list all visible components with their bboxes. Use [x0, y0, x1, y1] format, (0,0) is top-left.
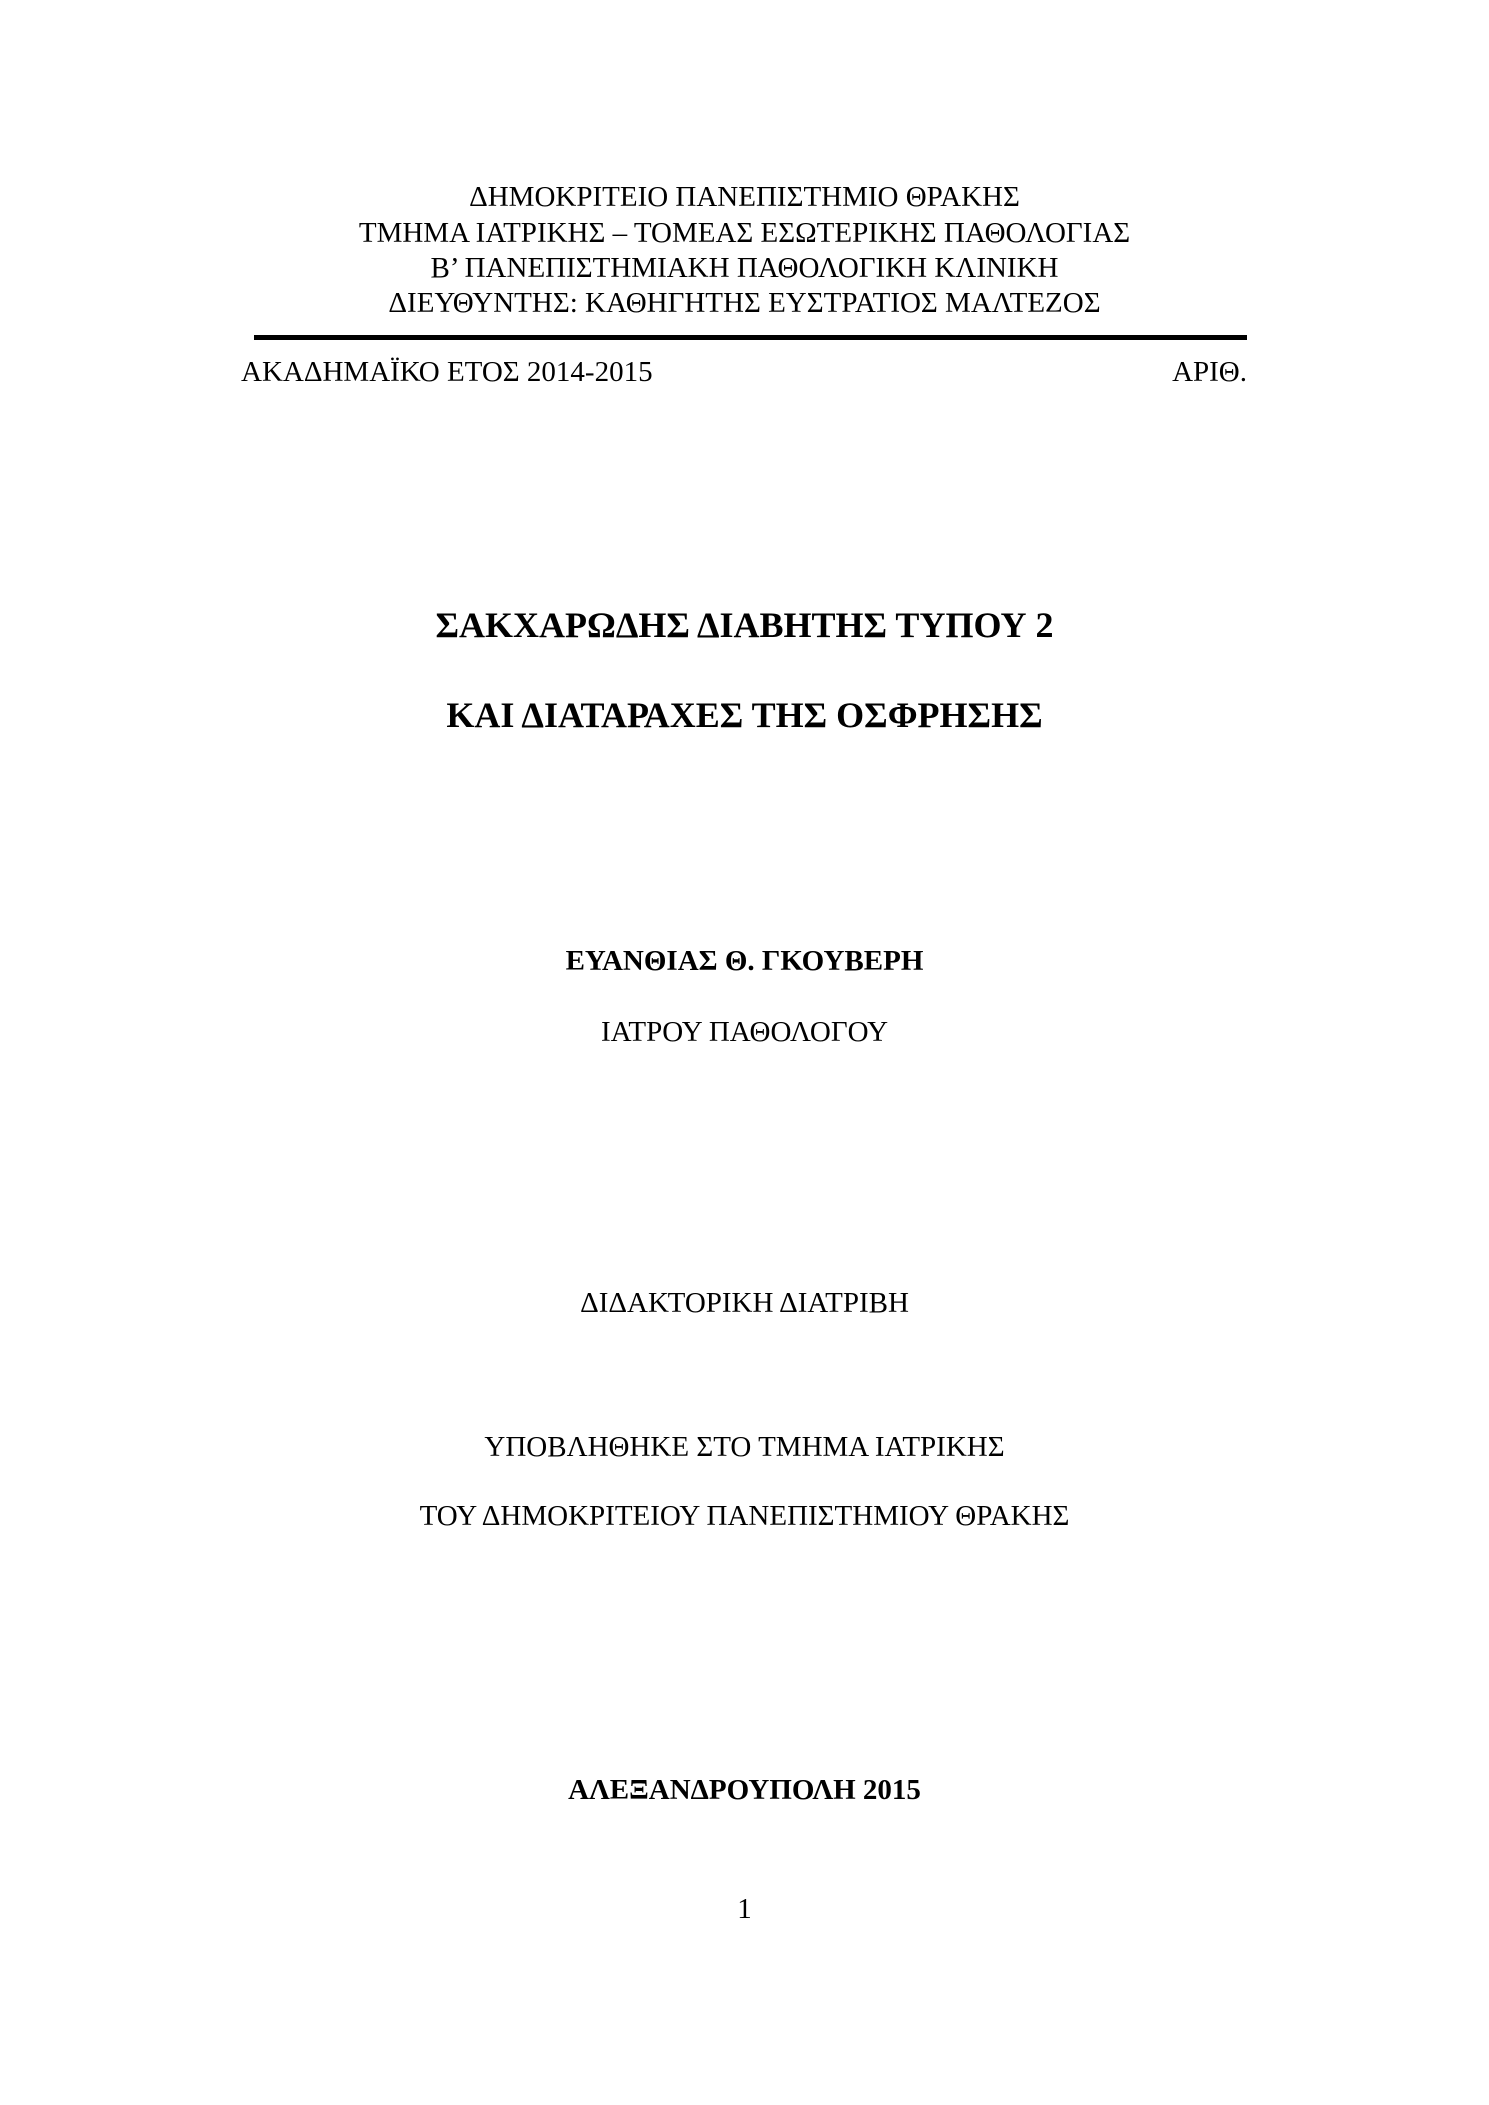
number-label: ΑΡΙΘ.	[1172, 356, 1247, 388]
page-number: 1	[737, 1893, 752, 1925]
thesis-title-line-1: ΣΑΚΧΑΡΩΔΗΣ ΔΙΑΒΗΤΗΣ ΤΥΠΟΥ 2	[435, 605, 1054, 645]
university-name: ΔΗΜΟΚΡΙΤΕΙΟ ΠΑΝΕΠΙΣΤΗΜΙΟ ΘΡΑΚΗΣ	[469, 181, 1020, 213]
header-divider	[254, 335, 1247, 340]
thesis-type: ΔΙΔΑΚΤΟΡΙΚΗ ΔΙΑΤΡΙΒΗ	[580, 1287, 909, 1319]
thesis-title-line-2: ΚΑΙ ΔΙΑΤΑΡΑΧΕΣ ΤΗΣ ΟΣΦΡΗΣΗΣ	[446, 695, 1043, 735]
submission-line-1: ΥΠΟΒΛΗΘΗΚΕ ΣΤΟ ΤΜΗΜΑ ΙΑΤΡΙΚΗΣ	[484, 1431, 1005, 1463]
author-role: ΙΑΤΡΟΥ ΠΑΘΟΛΟΓΟΥ	[600, 1016, 889, 1048]
author-name: ΕΥΑΝΘΙΑΣ Θ. ΓΚΟΥΒΕΡΗ	[565, 945, 924, 977]
academic-year-row	[241, 358, 1247, 387]
academic-year: ΑΚΑΔΗΜΑΪΚΟ ΕΤΟΣ 2014-2015	[241, 356, 653, 388]
director-line: ΔΙΕΥΘΥΝΤΗΣ: ΚΑΘΗΓΗΤΗΣ ΕΥΣΤΡΑΤΙΟΣ ΜΑΛΤΕΖΟΣ	[388, 287, 1101, 319]
department-name: ΤΜΗΜΑ ΙΑΤΡΙΚΗΣ – ΤΟΜΕΑΣ ΕΣΩΤΕΡΙΚΗΣ ΠΑΘΟΛΟΓΙΑΣ	[358, 217, 1131, 249]
clinic-name: Β’ ΠΑΝΕΠΙΣΤΗΜΙΑΚΗ ΠΑΘΟΛΟΓΙΚΗ ΚΛΙΝΙΚΗ	[430, 252, 1059, 284]
place-year: ΑΛΕΞΑΝΔΡΟΥΠΟΛΗ 2015	[568, 1774, 921, 1806]
submission-line-2: ΤΟΥ ΔΗΜΟΚΡΙΤΕΙΟΥ ΠΑΝΕΠΙΣΤΗΜΙΟΥ ΘΡΑΚΗΣ	[419, 1500, 1070, 1532]
